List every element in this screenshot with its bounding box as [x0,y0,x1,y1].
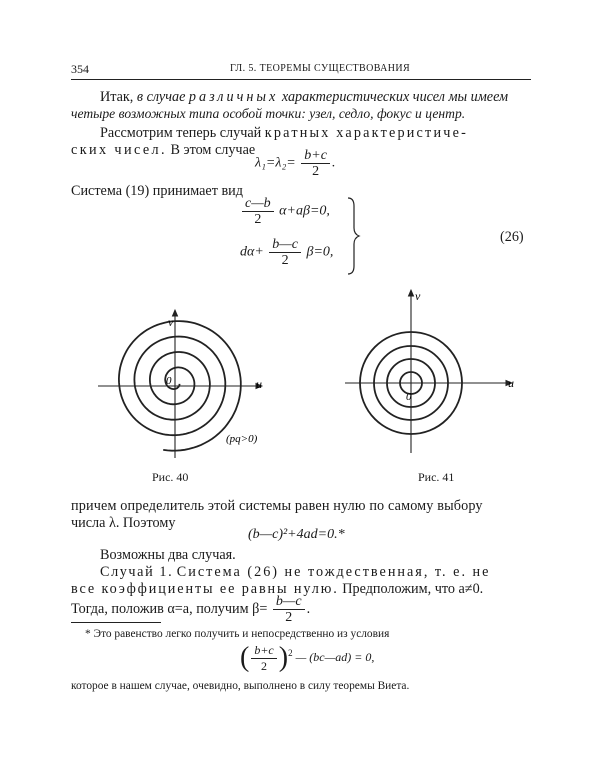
fig41-v-label: v [415,289,421,303]
running-header: ГЛ. 5. ТЕОРЕМЫ СУЩЕСТВОВАНИЯ [230,63,411,74]
system-row2-den: 2 [281,253,289,268]
footnote-line1: * Это равенство легко получить и непосредственно из условия [85,628,390,640]
eq-lambda-num: b+c [301,148,330,164]
fig41-origin: 0 [406,391,412,403]
equation-lambda [255,148,335,179]
fig41-caption: Рис. 41 [418,470,455,484]
fig40-annotation: (pq>0) [226,433,258,445]
fig41-u-label: u [508,376,514,390]
system-row1-num: c—b [242,196,274,212]
para5-text-d: Тогда, положив α=a, получим β= [71,600,268,617]
fig40-v-label: v [168,315,174,329]
page-number: 354 [71,62,89,76]
para5-text-c: Предположим, что a≠0. [342,581,484,597]
para1-line1 [100,89,508,106]
para1-prefix: Итак, [100,89,134,105]
para1-spaced: различных [188,89,279,105]
para5-line3 [71,594,310,625]
equation-number: (26) [500,229,524,245]
fig40-caption: Рис. 40 [152,470,189,484]
figure-40 [90,292,280,462]
para5-end: . [306,600,311,617]
para2-text-a: Рассмотрим теперь случай [100,125,262,141]
para3-line2: числа λ. Поэтому [71,515,176,531]
eq-lambda-lhs: λ₁=λ₂= [255,155,296,171]
footnote-rule [71,622,161,623]
system-row2-num: b—c [269,237,301,253]
para5-fraction [273,594,305,625]
para1-rest: характеристических чисел мы имеем [281,89,509,105]
para5-text-b: все коэффициенты ее равны нулю. [71,581,339,597]
system-row1-den: 2 [254,212,262,227]
header-rule [71,79,531,80]
system-brace [344,196,364,276]
para2-text-b: кратных характеристиче- [264,125,469,141]
para5-frac-den: 2 [285,610,293,625]
para1-italic: в случае [136,89,186,105]
para5-frac-num: b—c [273,594,305,610]
system-row2-rest: β=0, [306,244,334,260]
para2-text-c: ских чисел. [71,142,167,158]
para4: Возможны два случая. [100,547,236,563]
para5-text-a: Система (26) не тождественная, т. е. не [176,564,491,580]
footnote-eq-rest: — (bc—ad) = 0, [295,649,375,664]
fig40-u-label: u [256,377,262,391]
system-row1 [240,196,330,227]
system-intro: Система (19) принимает вид [71,183,243,199]
equation-determinant: (b—c)²+4ad=0.* [248,527,345,542]
para2-line1 [100,125,468,142]
footnote-frac-num: b+c [251,643,276,659]
system-row1-rest: α+aβ=0, [279,203,330,219]
footnote-frac-den: 2 [261,658,268,673]
footnote-paren-open: ( [240,642,250,673]
footnote-paren-close: ) [278,642,289,673]
footnote-line2: которое в нашем случае, очевидно, выполнено в силу теоремы Виета. [71,680,410,692]
para2-text-d: В этом случае [170,142,256,158]
footnote-square: 2 [288,647,293,658]
para5-case-label: Случай 1. [100,564,174,580]
figure-41 [340,280,530,455]
eq-lambda-den: 2 [312,164,320,179]
para5-line1 [100,564,490,581]
para2-line2 [71,142,255,159]
footnote-fraction [251,643,276,674]
system-row2 [240,237,333,268]
system-row2-lhs: dα+ [240,244,264,260]
footnote-equation [240,642,374,674]
para3-line1: причем определитель этой системы равен нулю по самому выбору [71,498,483,514]
para1-line2: четыре возможных типа особой точки: узел, седло, фокус и центр. [71,106,466,121]
system-row2-fraction [269,237,301,268]
system-row1-fraction [242,196,274,227]
eq-lambda-end: . [331,155,336,171]
eq-lambda-fraction [301,148,330,179]
fig40-origin: 0 [166,375,172,387]
